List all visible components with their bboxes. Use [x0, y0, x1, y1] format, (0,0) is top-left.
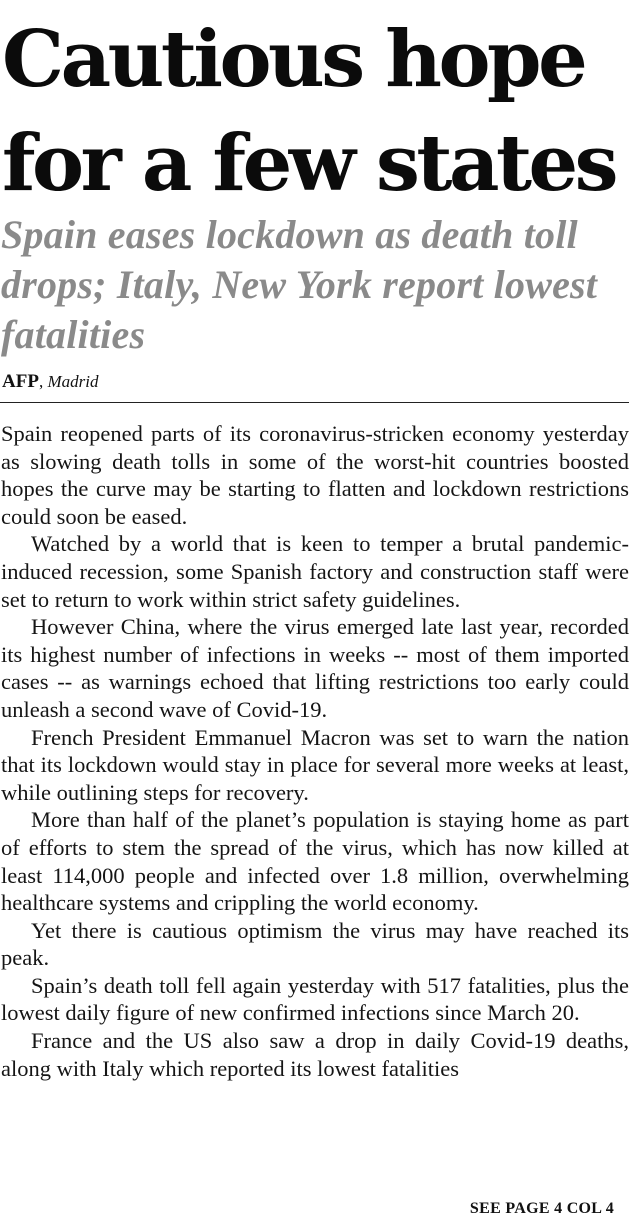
paragraph: More than half of the planet’s population is staying home as part of efforts to stem the spread of the virus, which has now killed at least 114,000 people and infected over 1.8 million, overwhelming healthcare systems and crippling the world economy. — [1, 807, 629, 916]
headline-line-1: Cautious hope — [2, 14, 585, 105]
paragraph: France and the US also saw a drop in daily Covid-19 deaths, along with Italy which reported its lowest fatalities — [1, 1028, 629, 1081]
paragraph: Spain reopened parts of its coronavirus-stricken economy yesterday as slowing death tolls in some of the worst-hit countries boosted hopes the curve may be starting to flatten and lockdown restrictions could soon be eased. — [1, 421, 629, 529]
article-body — [1, 420, 629, 1082]
paragraph: Watched by a world that is keen to temper a brutal pandemic-induced recession, some Spanish factory and construction staff were set to return to work within strict safety guidelines. — [1, 531, 629, 612]
byline: AFP, Madrid — [2, 371, 99, 392]
paragraph: Yet there is cautious optimism the virus may have reached its peak. — [1, 917, 629, 971]
paragraph: However China, where the virus emerged late last year, recorded its highest number of infections in weeks -- most of them imported cases -- as warnings echoed that lifting restrictions too early could unleash a second wave of Covid-19. — [1, 614, 629, 722]
byline-location: Madrid — [47, 372, 99, 391]
headline-line-2: for a few states — [2, 118, 616, 209]
continuation-reference: SEE PAGE 4 COL 4 — [469, 1200, 614, 1217]
paragraph: Spain’s death toll fell again yesterday with 517 fatalities, plus the lowest daily figure of new confirmed infections since March 20. — [1, 972, 629, 1026]
divider-rule — [0, 402, 629, 403]
headline — [0, 8, 629, 216]
subheadline: Spain eases lockdown as death toll drops; Italy, New York report lowest fatalities — [1, 212, 598, 357]
byline-agency: AFP — [2, 371, 39, 392]
paragraph: French President Emmanuel Macron was set to warn the nation that its lockdown would stay in place for several more weeks at least, while outlining steps for recovery. — [1, 724, 629, 805]
